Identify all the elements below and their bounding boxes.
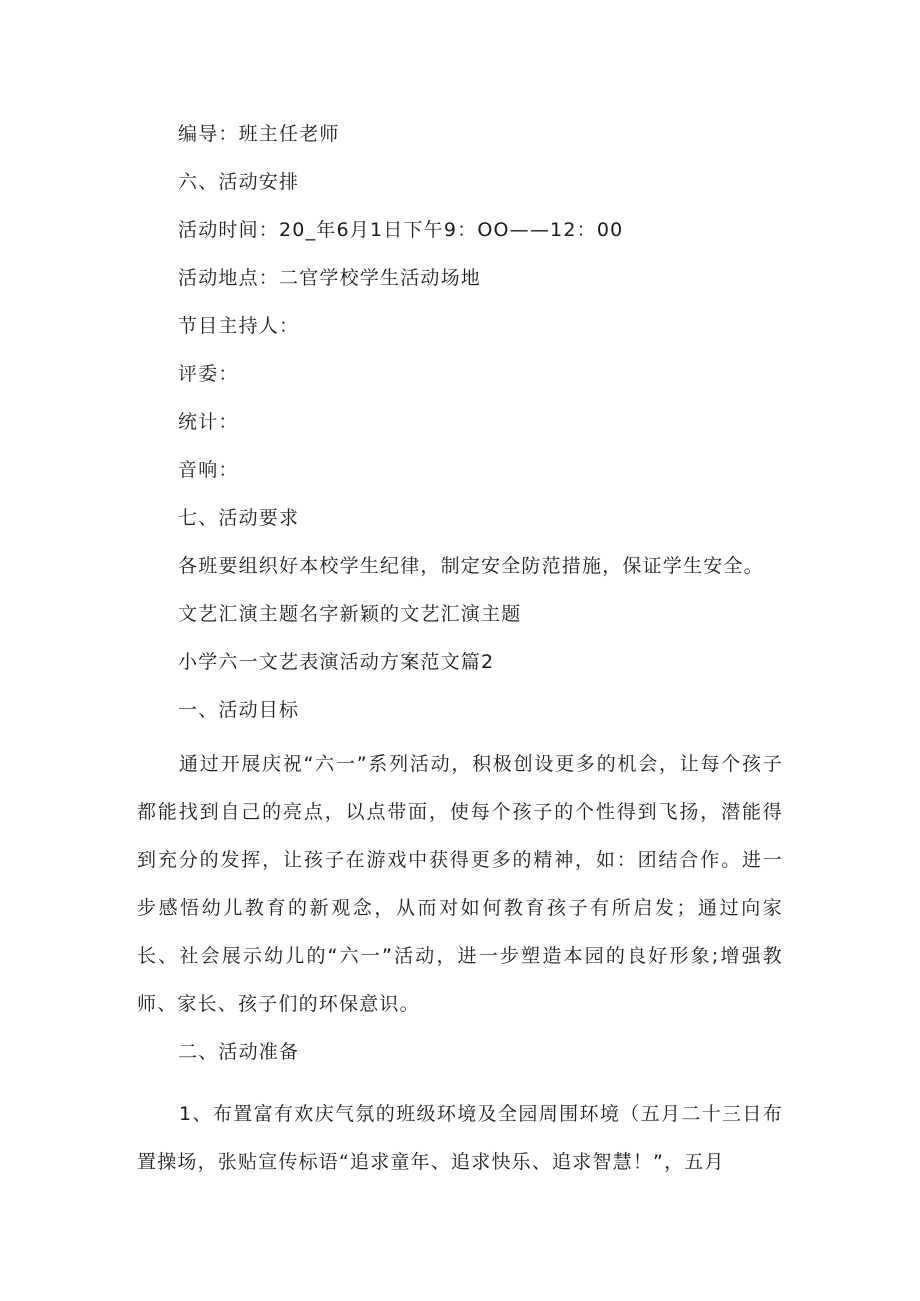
requirement-line: 各班要组织好本校学生纪律，制定安全防范措施，保证学生安全。 bbox=[178, 555, 764, 577]
goal-paragraph: 通过开展庆祝“六一”系列活动，积极创设更多的机会，让每个孩子都能找到自己的亮点，以点带面，使每个孩子的个性得到飞扬，潜能得到充分的发挥，让孩子在游戏中获得更多的精神，如：团结合作。进一步感悟幼儿教育的新观念，从而对如何教育孩子有所启发；通过向家长、社会展示幼儿的“六一”活动，进一步塑造本园的良好形象;增强教师、家长、孩子们的环保意识。 bbox=[137, 753, 783, 1015]
activity-time-line: 活动时间：20_年6月1日下午9：OO——12：00 bbox=[178, 219, 624, 241]
section-one-heading: 一、活动目标 bbox=[178, 699, 300, 721]
statistics-line: 统计： bbox=[178, 411, 239, 433]
director-line: 编导：班主任老师 bbox=[178, 123, 340, 145]
host-line: 节目主持人： bbox=[178, 315, 300, 337]
preparation-paragraph: 1、布置富有欢庆气氛的班级环境及全园周围环境（五月二十三日布置操场，张贴宣传标语“追求童年、追求快乐、追求智慧！”，五月 bbox=[137, 1103, 783, 1173]
theme-line: 文艺汇演主题名字新颖的文艺汇演主题 bbox=[178, 603, 522, 625]
activity-location-line: 活动地点：二官学校学生活动场地 bbox=[178, 267, 482, 289]
audio-line: 音响： bbox=[178, 459, 239, 481]
article-title: 小学六一文艺表演活动方案范文篇2 bbox=[178, 651, 495, 673]
section-two-heading: 二、活动准备 bbox=[178, 1041, 300, 1063]
section-seven-heading: 七、活动要求 bbox=[178, 507, 300, 529]
section-six-heading: 六、活动安排 bbox=[178, 171, 300, 193]
judges-line: 评委： bbox=[178, 363, 239, 385]
